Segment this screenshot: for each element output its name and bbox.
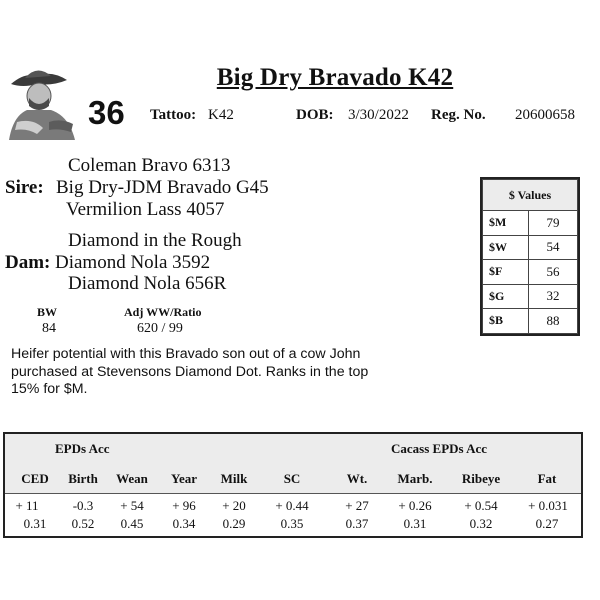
dam-name: Diamond Nola 3592 [55,252,211,273]
acc-value: 0.35 [280,516,304,531]
col-header: CED [21,471,49,486]
epd-table [3,432,583,538]
lot-number: 36 [88,94,125,131]
acc-value: 0.34 [172,516,196,531]
col-header: Wean [116,471,148,486]
epd-value: + 20 [222,498,246,513]
sire-dam: Vermilion Lass 4057 [66,199,225,220]
acc-value: 0.31 [403,516,427,531]
epd-value: + 0.26 [398,498,432,513]
epd-value: + 27 [345,498,369,513]
dollar-label: $W [483,235,529,260]
acc-value: 0.45 [120,516,144,531]
col-header: Fat [537,471,557,486]
col-header: SC [283,471,301,486]
epd-group-label: EPDs Acc [55,441,110,456]
adj-ww-label: Adj WW/Ratio [124,305,202,319]
dam-dam: Diamond Nola 656R [68,273,227,294]
dollar-values-header: $ Values [483,180,578,211]
sire-sire: Coleman Bravo 6313 [68,155,231,176]
acc-value: 0.37 [345,516,369,531]
dollar-label: $B [483,309,529,334]
tattoo-label: Tattoo: [150,107,197,123]
table-row [483,260,578,285]
adj-ww-value: 620 / 99 [137,321,183,336]
dob-value: 3/30/2022 [348,107,409,123]
dollar-value: 56 [529,260,578,285]
col-header: Year [171,471,197,486]
acc-value: 0.31 [23,516,47,531]
description-note: Heifer potential with this Bravado son out of a cow John purchased at Stevensons Diamond Dot. Ranks in the top 15% for $M. [11,346,369,397]
dollar-label: $F [483,260,529,285]
epd-value: + 11 [15,498,39,513]
col-header: Ribeye [461,471,501,486]
carcass-group-label: Cacass EPDs Acc [391,441,488,456]
dollar-value: 79 [529,211,578,236]
table-row [483,211,578,236]
bw-label: BW [37,305,58,319]
table-row [483,284,578,309]
epd-value: -0.3 [72,498,94,513]
epd-value: + 96 [172,498,196,513]
dollar-value: 32 [529,284,578,309]
dam-label: Dam: [5,252,51,273]
dollar-label: $M [483,211,529,236]
animal-title: Big Dry Bravado K42 [216,64,454,91]
table-row [483,309,578,334]
dollar-values-table [480,177,580,336]
col-header: Wt. [346,471,368,486]
acc-value: 0.52 [71,516,95,531]
dob-label: DOB: [296,107,334,123]
reg-label: Reg. No. [431,107,486,123]
col-header: Milk [220,471,248,486]
epd-value: + 0.031 [528,498,568,513]
acc-value: 0.29 [222,516,246,531]
epd-value: + 0.44 [275,498,309,513]
epd-value: + 54 [120,498,144,513]
table-row [483,235,578,260]
sire-label: Sire: [5,177,44,198]
dollar-value: 54 [529,235,578,260]
dam-sire: Diamond in the Rough [68,230,242,251]
bw-value: 84 [42,321,56,336]
tattoo-value: K42 [208,107,234,123]
cowboy-photo [3,62,79,140]
reg-value: 20600658 [515,107,575,123]
dollar-label: $G [483,284,529,309]
sire-name: Big Dry-JDM Bravado G45 [56,177,269,198]
col-header: Birth [68,471,98,486]
dollar-value: 88 [529,309,578,334]
epd-value: + 0.54 [464,498,498,513]
col-header: Marb. [397,471,433,486]
acc-value: 0.32 [469,516,493,531]
acc-value: 0.27 [535,516,559,531]
